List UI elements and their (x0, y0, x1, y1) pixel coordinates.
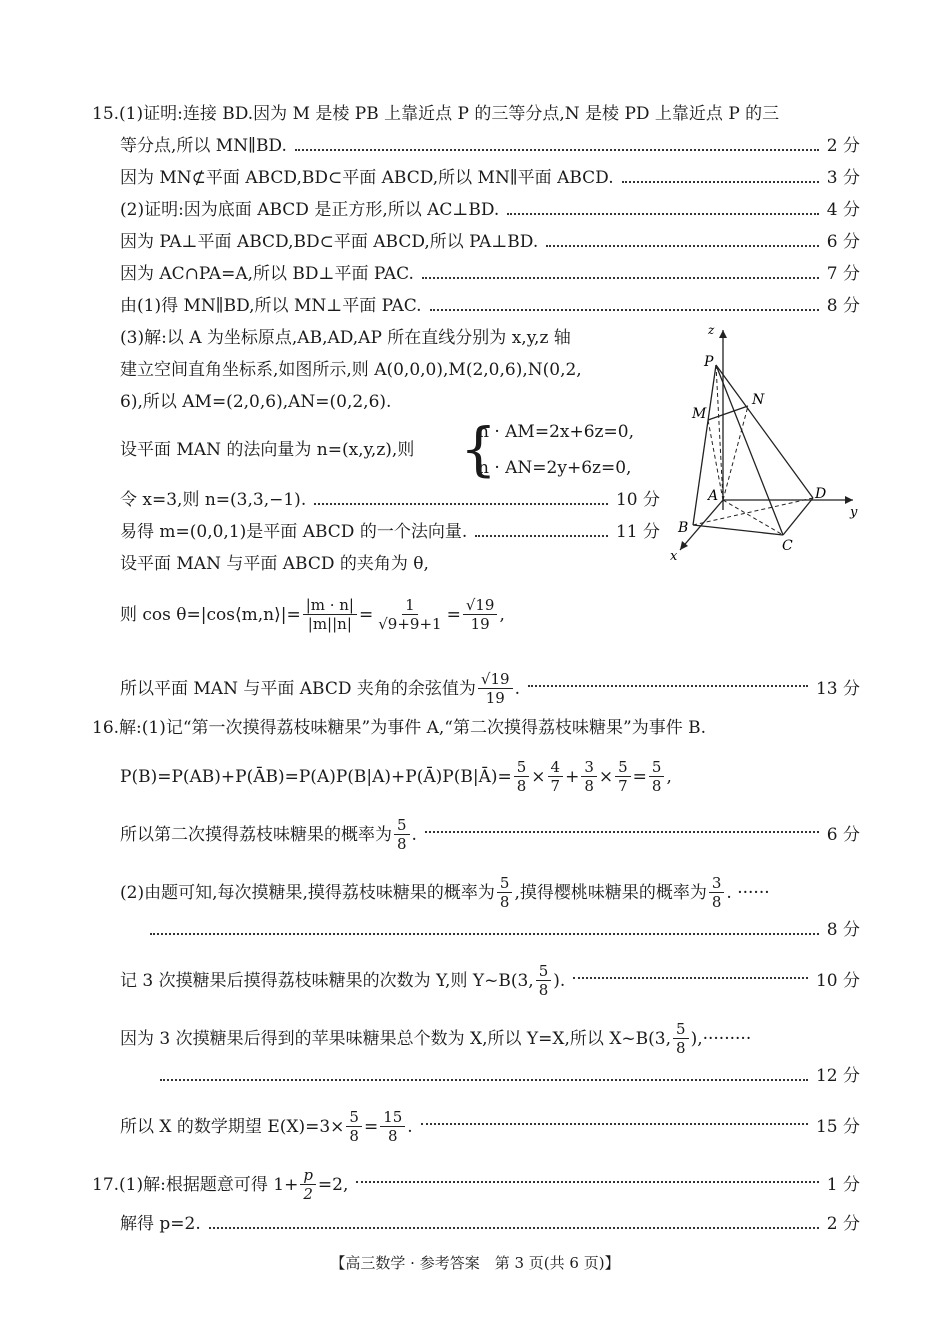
label-B: B (678, 520, 689, 536)
q16-line-6: 记 3 次摸糖果后摸得荔枝味糖果的次数为 Y,则 Y~B(3, $\frac{5}{8}$ ). 10 分 (120, 962, 860, 999)
q15-line-16-text: 所以平面 MAN 与平面 ABCD 夹角的余弦值为 (120, 678, 476, 699)
q15-line-11: 设平面 MAN 的法向量为 n=(x,y,z),则 (120, 440, 415, 460)
cos-frac-1-den: |m||n| (307, 615, 352, 633)
q16-line-6-score: 10 分 (815, 970, 860, 991)
label-C: C (782, 538, 793, 554)
q17-line-1: 17.(1)解:根据题意可得 1+ $\frac{p}{2}$ =2, 1 分 (92, 1166, 860, 1203)
edge-PC (716, 365, 783, 535)
q16-line-6-b: ). (553, 970, 566, 991)
q15-line-7-score: 8 分 (826, 296, 860, 316)
q16-line-4: (2)由题可知,每次摸糖果,摸得荔枝味糖果的概率为 $\frac{5}{8}$ ,摸得樱桃味糖果的概率为 $\frac{3}{8}$ . ······ (120, 874, 770, 911)
q16-line-9-score: 15 分 (815, 1116, 860, 1137)
edge-PD (716, 365, 813, 498)
q15-line-4-text: (2)证明:因为底面 ABCD 是正方形,所以 AC⊥BD. (120, 200, 500, 220)
cos-frac-3-num: √19 (463, 596, 498, 615)
cos-lead: 则 cos θ=|cos⟨m,n⟩|= (120, 604, 301, 625)
label-P: P (704, 354, 714, 370)
q16-line-9-a: 所以 X 的数学期望 E(X)=3× (120, 1116, 345, 1137)
q15-line-12 (120, 488, 660, 512)
q16-line-3-score: 6 分 (826, 824, 860, 845)
q16-line-4-c: . ······ (726, 882, 770, 903)
q15-line-13 (120, 520, 660, 544)
q16-line-4-b: ,摸得樱桃味糖果的概率为 (514, 882, 707, 903)
cos-frac-1-num: |m · n| (303, 596, 357, 615)
q16-line-7-a: 因为 3 次摸糖果后得到的苹果味糖果总个数为 X,所以 Y=X,所以 X~B(3, (120, 1028, 672, 1049)
q17-line-2 (120, 1212, 860, 1236)
q15-line-8: (3)解:以 A 为坐标原点,AB,AD,AP 所在直线分别为 x,y,z 轴 (120, 328, 571, 348)
q15-line-2-text: 等分点,所以 MN∥BD. (120, 136, 287, 156)
y-arrow (845, 496, 853, 504)
q15-cos-line: 则 cos θ=|cos⟨m,n⟩|= $\frac{|m \cdot n|}{|m||n|}$ = $\frac{1}{√9+9+1}$ = $\frac{√19}{19}$ , (120, 596, 505, 633)
q15-line-4 (120, 198, 860, 222)
q15-line-16-frac (478, 670, 513, 707)
q16-line-7-b: ),········· (690, 1028, 752, 1049)
q15-line-5 (120, 230, 860, 254)
label-y: y (850, 505, 858, 520)
cos-frac-3-den: 19 (470, 615, 490, 633)
page-footer: 【高三数学 · 参考答案 第 3 页(共 6 页)】 (330, 1254, 620, 1272)
q15-line-16: 所以平面 MAN 与平面 ABCD 夹角的余弦值为 $\frac{√19}{19}$ . 13 分 (120, 670, 860, 707)
cos-frac-3 (463, 596, 498, 633)
q16-line-5-score: 8 分 (826, 920, 860, 940)
q15-line-3-score: 3 分 (826, 168, 860, 188)
system-eq-2: n · AN=2y+6z=0, (478, 458, 632, 478)
q15-line-10: 6),所以 AM=(2,0,6),AN=(0,2,6). (120, 392, 392, 412)
q15-line-13-score: 11 分 (615, 522, 660, 542)
cos-frac-2 (375, 596, 444, 633)
label-M: M (692, 406, 707, 422)
edge-PA (716, 365, 723, 500)
label-z: z (708, 323, 715, 337)
q15-line-4-score: 4 分 (826, 200, 860, 220)
cos-frac-2-den: √9+9+1 (378, 615, 442, 633)
q17-line-2-text: 解得 p=2. (120, 1214, 201, 1234)
cos-frac-1 (303, 596, 357, 633)
q16-line-2: P(B)=P(AB)+P(ĀB)=P(A)P(B|A)+P(Ā)P(B|Ā)= $\frac{5}{8}$ × $\frac{4}{7}$ + $\frac{3}{8}$ × $\frac{5}{7}$ = $\frac{5}{8}$ , (120, 758, 672, 795)
z-arrow (719, 330, 727, 338)
q16-line-4-a: (2)由题可知,每次摸糖果,摸得荔枝味糖果的概率为 (120, 882, 495, 903)
q15-line-5-text: 因为 PA⊥平面 ABCD,BD⊂平面 ABCD,所以 PA⊥BD. (120, 232, 539, 252)
q15-line-3 (120, 166, 860, 190)
label-D: D (815, 486, 827, 502)
q15-line-3-text: 因为 MN⊄平面 ABCD,BD⊂平面 ABCD,所以 MN∥平面 ABCD. (120, 168, 614, 188)
label-N: N (752, 392, 765, 408)
q16-line-5 (150, 918, 860, 942)
q16-line-3-text: 所以第二次摸得荔枝味糖果的概率为 (120, 824, 392, 845)
q15-line-6-score: 7 分 (826, 264, 860, 284)
q15-line-16-frac-num: √19 (478, 670, 513, 689)
q15-line-5-score: 6 分 (826, 232, 860, 252)
q15-line-13-text: 易得 m=(0,0,1)是平面 ABCD 的一个法向量. (120, 522, 468, 542)
q15-line-12-score: 10 分 (615, 490, 660, 510)
segment-MN (708, 406, 748, 420)
q15-line-1: 15.(1)证明:连接 BD.因为 M 是棱 PB 上靠近点 P 的三等分点,N 是棱 PD 上靠近点 P 的三 (92, 104, 780, 124)
label-A: A (708, 488, 719, 504)
q17-line-1-b: =2, (317, 1174, 349, 1195)
q16-line-9-b: = (363, 1116, 379, 1137)
q17-line-1-score: 1 分 (826, 1174, 860, 1195)
q16-line-8-score: 12 分 (815, 1066, 860, 1086)
edge-CD (783, 498, 813, 535)
q15-line-6-text: 因为 AC∩PA=A,所以 BD⊥平面 PAC. (120, 264, 414, 284)
q16-line-3: 所以第二次摸得荔枝味糖果的概率为 $\frac{5}{8}$ . 6 分 (120, 816, 860, 853)
q15-line-16-score: 13 分 (815, 678, 860, 699)
q16-line-1: 16.解:(1)记“第一次摸得荔枝味糖果”为事件 A,“第二次摸得荔枝味糖果”为事件 B. (92, 718, 706, 738)
q15-line-14: 设平面 MAN 与平面 ABCD 的夹角为 θ, (120, 554, 429, 574)
edge-BC (693, 525, 783, 535)
q15-line-12-text: 令 x=3,则 n=(3,3,−1). (120, 490, 307, 510)
q15-line-2-score: 2 分 (826, 136, 860, 156)
system-brace: { (460, 415, 497, 483)
q16-pb-lead: P(B)=P(AB)+P(ĀB)=P(A)P(B|A)+P(Ā)P(B|Ā)= (120, 766, 512, 787)
q15-line-7-text: 由(1)得 MN∥BD,所以 MN⊥平面 PAC. (120, 296, 422, 316)
q17-line-1-a: 17.(1)解:根据题意可得 1+ (92, 1174, 299, 1195)
q16-line-7: 因为 3 次摸糖果后得到的苹果味糖果总个数为 X,所以 Y=X,所以 X~B(3, $\frac{5}{8}$ ),········· (120, 1020, 752, 1057)
system-eq-1: n · AM=2x+6z=0, (478, 422, 634, 442)
q16-line-9: 所以 X 的数学期望 E(X)=3× $\frac{5}{8}$ = $\frac{15}{8}$ . 15 分 (120, 1108, 860, 1145)
q15-line-9: 建立空间直角坐标系,如图所示,则 A(0,0,0),M(2,0,6),N(0,2, (120, 360, 582, 380)
q15-line-16-frac-den: 19 (485, 689, 505, 707)
segment-AN (723, 406, 748, 500)
q15-line-6 (120, 262, 860, 286)
q15-line-7 (120, 294, 860, 318)
cos-frac-2-num: 1 (402, 596, 418, 615)
label-x: x (670, 549, 678, 564)
q16-line-6-a: 记 3 次摸糖果后摸得荔枝味糖果的次数为 Y,则 Y~B(3, (120, 970, 534, 991)
q16-line-8 (160, 1064, 860, 1088)
pyramid-figure (668, 320, 868, 570)
q17-line-2-score: 2 分 (826, 1214, 860, 1234)
q15-line-2 (120, 134, 860, 158)
